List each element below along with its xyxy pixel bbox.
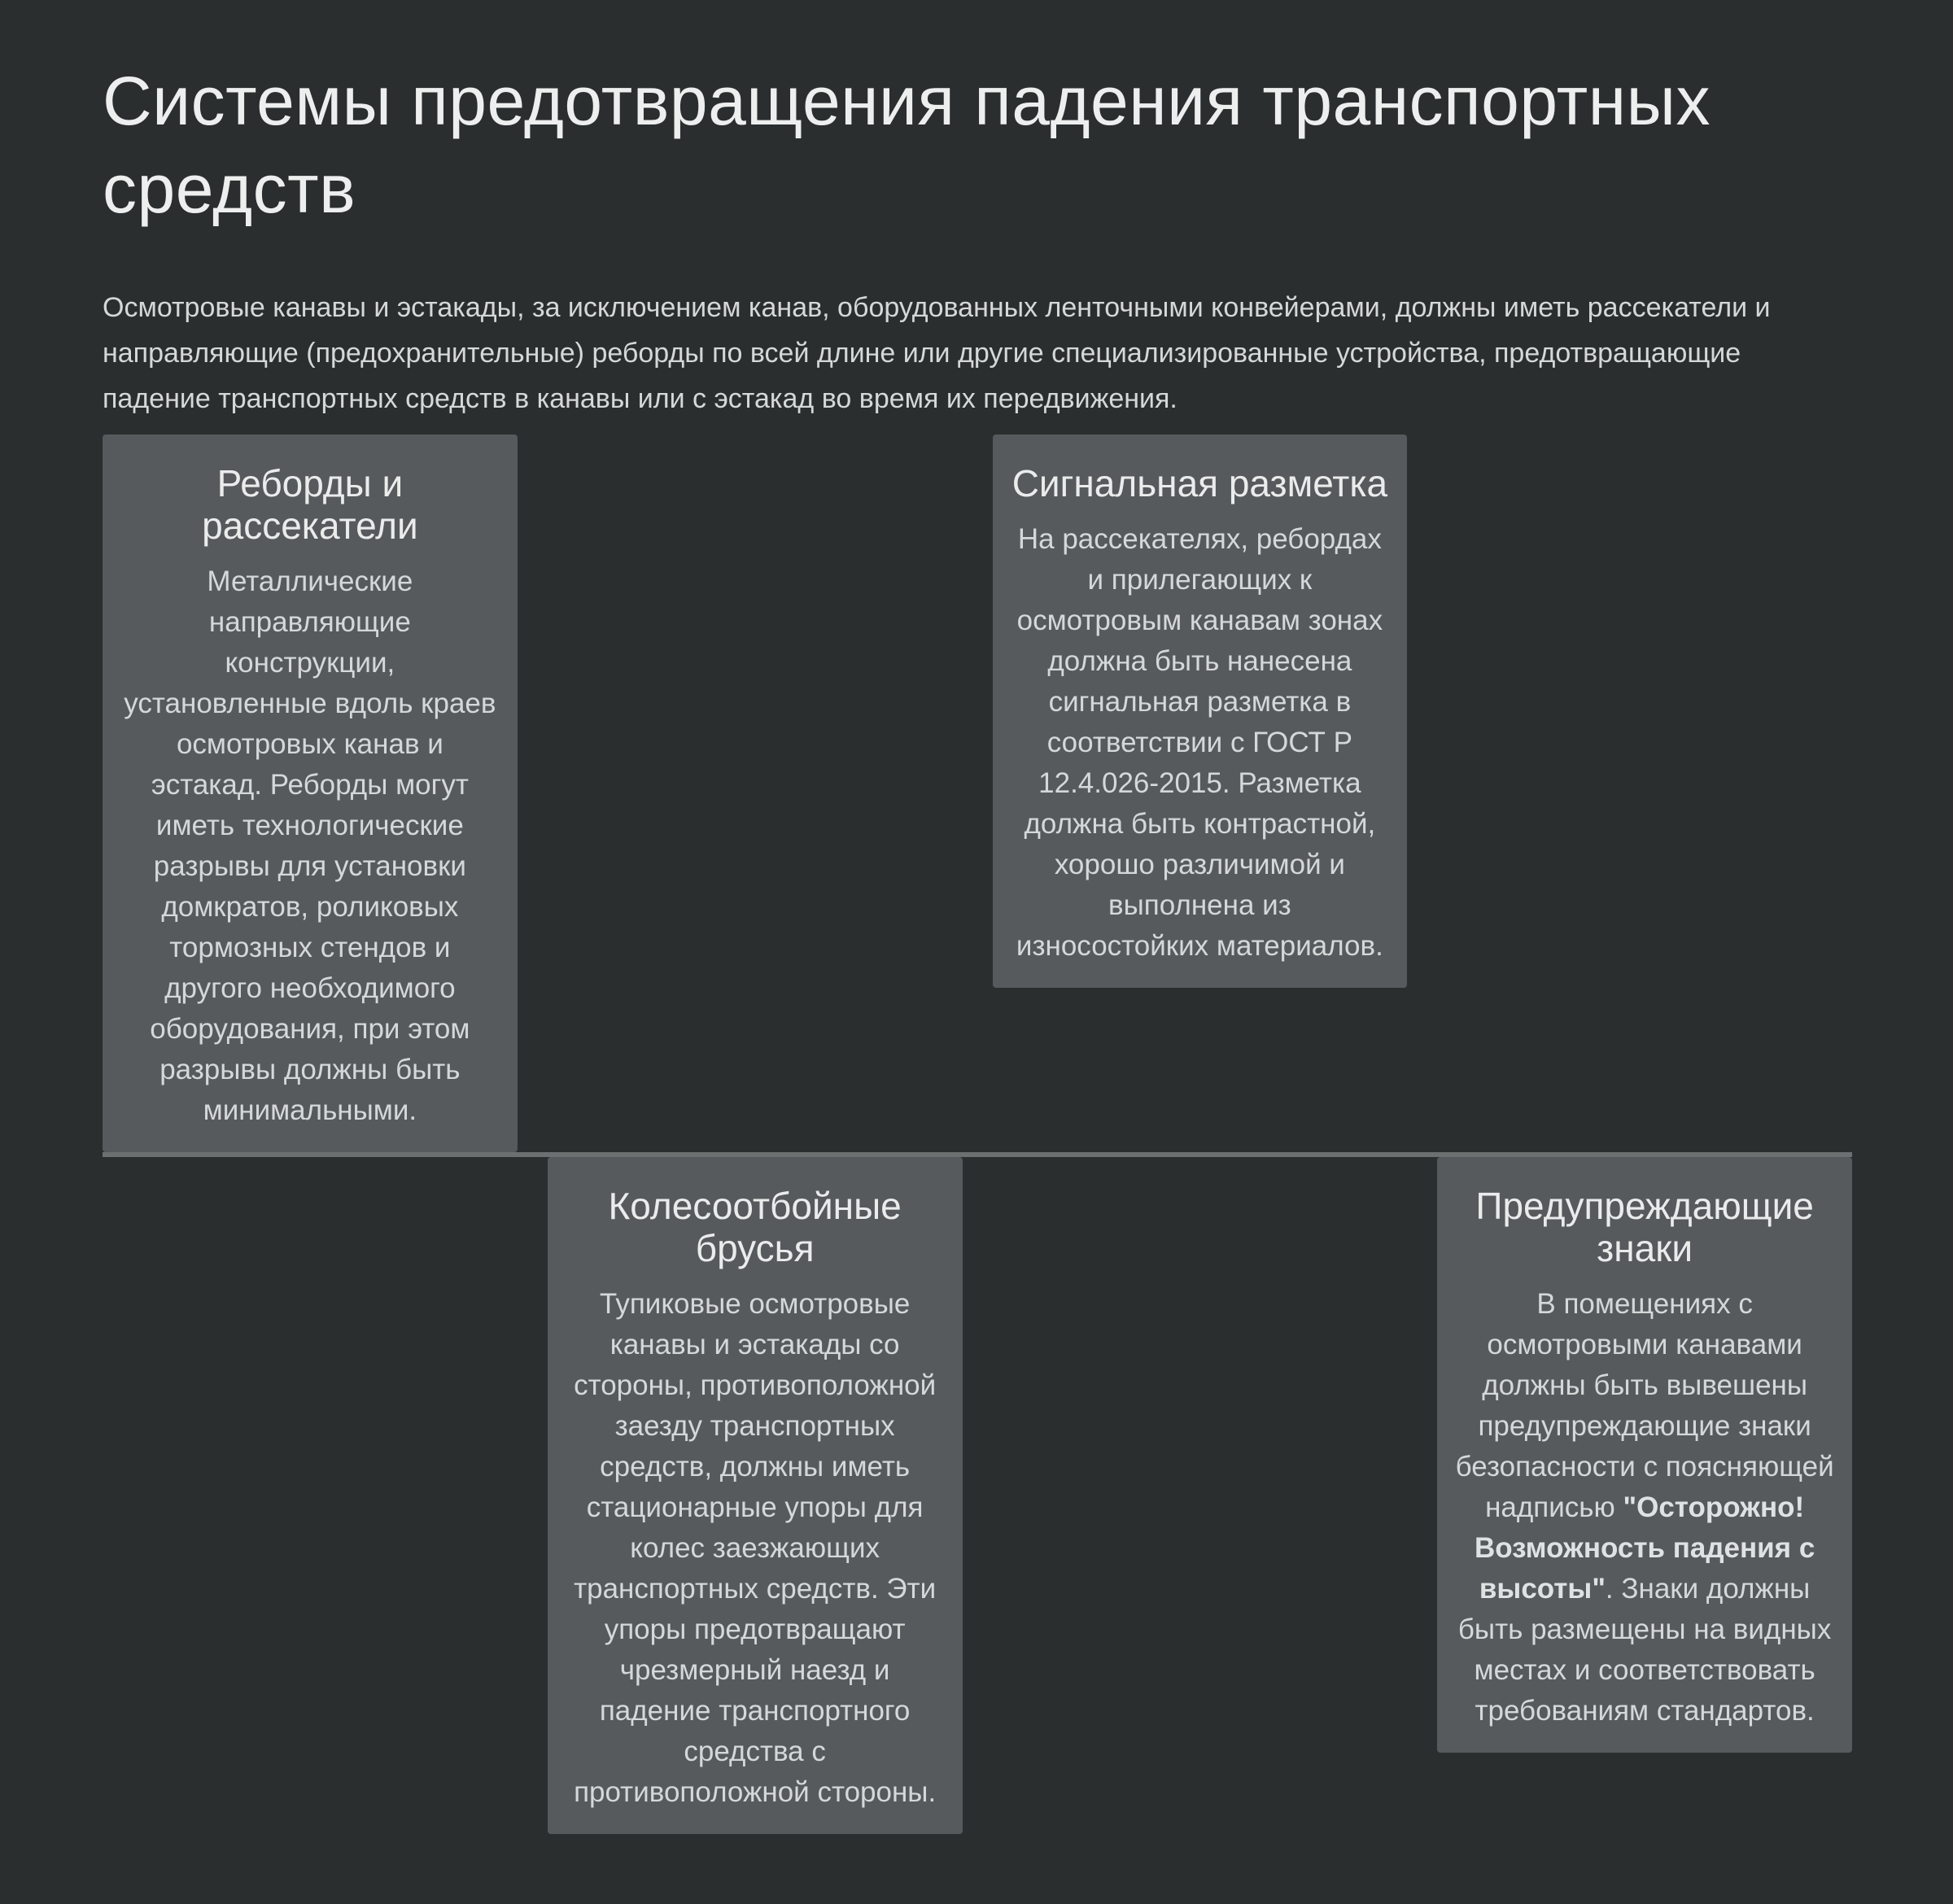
intro-paragraph: Осмотровые канавы и эстакады, за исключением канав, оборудованных ленточными конвейерами, должны иметь рассекатели и направляющие (предохранительные) реборды по всей длине или другие специализированные устройства, предотвращающие падение транспортных средств в канавы или с эстакад во время их передвижения. xyxy=(103,292,1771,414)
timeline-row-bottom xyxy=(103,1157,1852,1834)
timeline-row-top xyxy=(103,435,1852,1152)
card-title: Колесоотбойные брусья xyxy=(608,1185,902,1269)
card-title: Предупреждающие знаки xyxy=(1475,1185,1814,1269)
card-signalnaya-razmetka xyxy=(993,435,1408,988)
card-body: На рассекателях, ребордах и прилегающих к осмотровым канавам зонах должна быть нанесена сигнальная разметка в соответствии с ГОСТ Р 12.4.026-2015. Разметка должна быть контрастной, хорошо различимой и выполнена из износостойких материалов. xyxy=(1016,523,1383,962)
card-body: В помещениях с осмотровыми канавами должны быть вывешены предупреждающие знаки безопасности с поясняющей надписью "Осторожно! Возможность падения с высоты". Знаки должны быть размещены на видных местах и соответствовать требованиям стандартов. xyxy=(1455,1288,1834,1727)
card-body: Тупиковые осмотровые канавы и эстакады со стороны, противоположной заезду транспортных средств, должны иметь стационарные упоры для колес заезжающих транспортных средств. Эти упоры предотвращают чрезмерный наезд и падение транспортного средства с противоположной стороны. xyxy=(574,1288,937,1808)
card-title: Реборды и рассекатели xyxy=(202,462,418,547)
card-rebordy-i-rassekateli xyxy=(103,435,518,1152)
card-preduprezhdayushchie-znaki xyxy=(1437,1157,1852,1753)
card-kolesootboynye-brusya xyxy=(548,1157,963,1834)
page-title: Системы предотвращения падения транспортных средств xyxy=(103,63,1711,227)
cards-timeline xyxy=(103,435,1852,1834)
card-title: Сигнальная разметка xyxy=(1011,462,1388,504)
card-body: Металлические направляющие конструкции, установленные вдоль краев осмотровых канав и эстакад. Реборды могут иметь технологические разрывы для установки домкратов, роликовых тормозных стендов и другого необходимого оборудования, при этом разрывы должны быть минимальными. xyxy=(124,566,496,1126)
